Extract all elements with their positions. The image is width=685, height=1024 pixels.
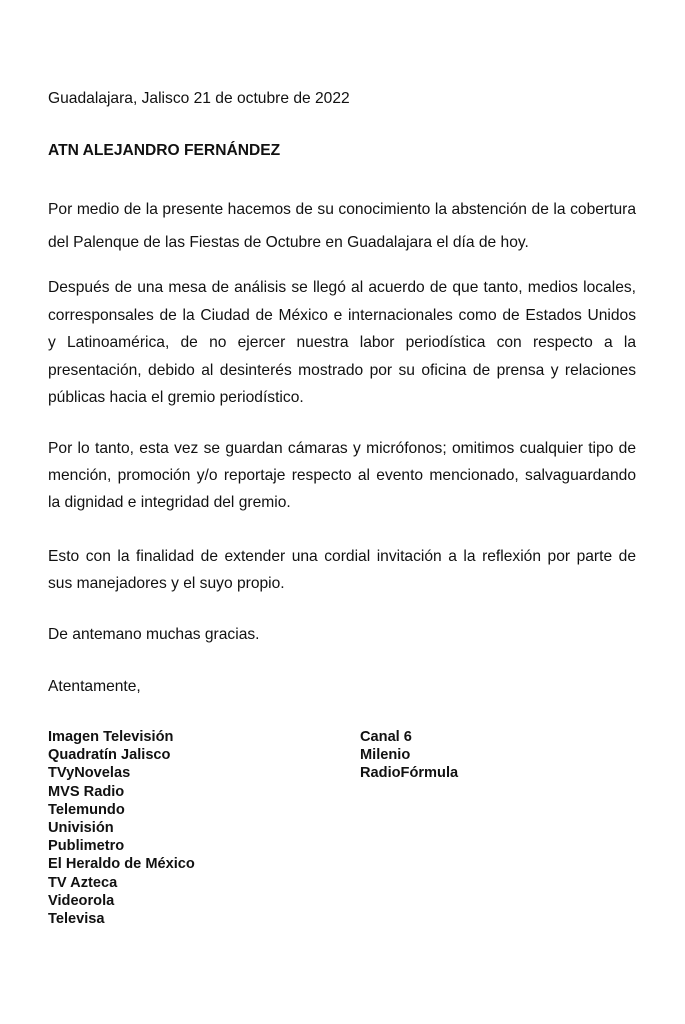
attention-line: ATN ALEJANDRO FERNÁNDEZ: [48, 142, 281, 159]
paragraph-line: y Latinoamérica, de no ejercer nuestra labor periodística con respecto a la: [48, 334, 636, 351]
signatory: Milenio: [360, 747, 411, 764]
signatory: Televisa: [48, 911, 105, 928]
signatory: MVS Radio: [48, 783, 125, 800]
paragraph-line: públicas hacia el gremio periodístico.: [48, 389, 304, 406]
paragraph-line: Por medio de la presente hacemos de su conocimiento la abstención de la cobertura: [48, 201, 636, 218]
paragraph-line: presentación, debido al desinterés mostrado por su oficina de prensa y relaciones: [48, 361, 636, 379]
signatories-right: [360, 728, 458, 783]
signatory: Telemundo: [48, 801, 125, 818]
paragraph-line: la dignidad e integridad del gremio.: [48, 493, 291, 511]
thanks-line: De antemano muchas gracias.: [48, 626, 260, 643]
signatory: TVyNovelas: [48, 765, 131, 782]
paragraph-4: [48, 543, 636, 597]
paragraph-line: corresponsales de la Ciudad de México e internacionales como de Estados Unidos: [48, 306, 636, 324]
signatory: Canal 6: [360, 729, 412, 745]
signatories-left: [48, 728, 195, 928]
paragraph-line: Esto con la finalidad de extender una cordial invitación a la reflexión por parte de: [48, 548, 636, 565]
signatory: RadioFórmula: [360, 765, 459, 782]
paragraph-2: [48, 274, 636, 412]
signatory: Imagen Televisión: [48, 729, 174, 745]
paragraph-line: del Palenque de las Fiestas de Octubre en Guadalajara el día de hoy.: [48, 234, 529, 251]
paragraph-line: Después de una mesa de análisis se llegó al acuerdo de que tanto, medios locales,: [48, 279, 636, 296]
signatory: El Heraldo de México: [48, 856, 195, 873]
paragraph-1: [48, 193, 636, 259]
signatory: Publimetro: [48, 838, 125, 855]
signatory: Videorola: [48, 892, 115, 909]
signatory: Univisión: [48, 820, 114, 837]
paragraph-3: [48, 436, 636, 516]
closing-line: Atentamente,: [48, 678, 141, 695]
signatory: TV Azteca: [48, 874, 118, 891]
paragraph-line: Por lo tanto, esta vez se guardan cámaras y micrófonos; omitimos cualquier tipo de: [48, 440, 636, 457]
paragraph-line: mención, promoción y/o reportaje respecto al evento mencionado, salvaguardando: [48, 466, 636, 484]
paragraph-line: sus manejadores y el suyo propio.: [48, 575, 285, 592]
date-line: Guadalajara, Jalisco 21 de octubre de 2022: [48, 90, 350, 107]
signatory: Quadratín Jalisco: [48, 747, 171, 764]
